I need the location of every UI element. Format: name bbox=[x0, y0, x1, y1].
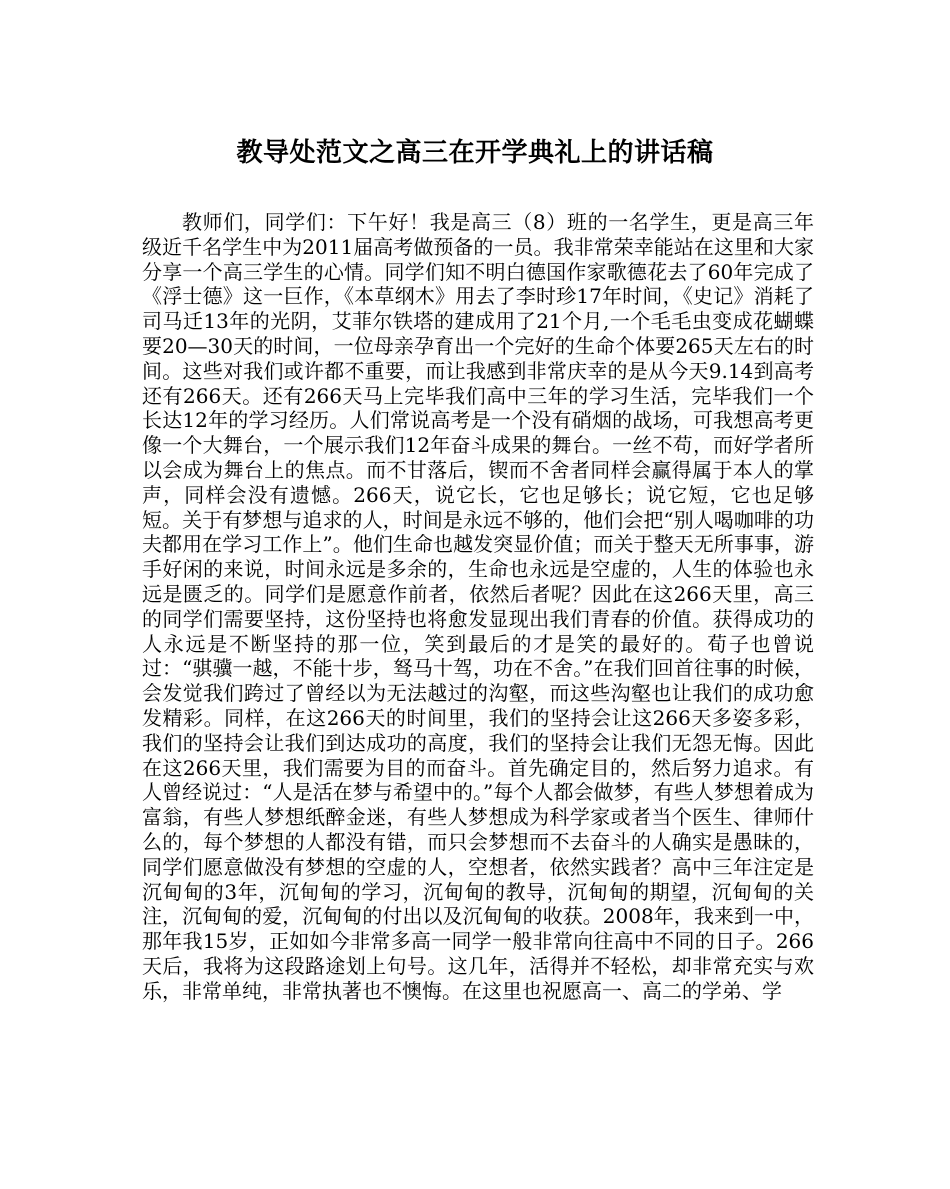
speech-body-paragraph: 教师们，同学们：下午好！我是高三（8）班的一名学生，更是高三年级近千名学生中为2011届高考做预备的一员。我非常荣幸能站在这里和大家分享一个高三学生的心情。同学们知不明白德国作家歌德花去了60年完成了《浮士德》这一巨作，《本草纲木》用去了李时珍17年时间，《史记》消耗了司马迁13年的光阴，艾菲尔铁塔的建成用了21个月,一个毛毛虫变成花蝴蝶要20—30天的时间，一位母亲孕育出一个完好的生命个体要265天左右的时间。这些对我们或许都不重要，而让我感到非常庆幸的是从今天9.14到高考还有266天。还有266天马上完毕我们高中三年的学习生活，完毕我们一个长达12年的学习经历。人们常说高考是一个没有硝烟的战场，可我想高考更像一个大舞台，一个展示我们12年奋斗成果的舞台。一丝不苟，而好学者所以会成为舞台上的焦点。而不甘落后，锲而不舍者同样会赢得属于本人的掌声，同样会没有遗憾。266天，说它长，它也足够长；说它短，它也足够短。关于有梦想与追求的人，时间是永远不够的，他们会把“别人喝咖啡的功夫都用在学习工作上”。他们生命也越发突显价值；而关于整天无所事事，游手好闲的来说，时间永远是多余的，生命也永远是空虚的，人生的体验也永远是匮乏的。同学们是愿意作前者，依然后者呢？因此在这266天里，高三的同学们需要坚持，这份坚持也将愈发显现出我们青春的价值。获得成功的人永远是不断坚持的那一位，笑到最后的才是笑的最好的。荀子也曾说过：“骐骥一越，不能十步，驽马十驾，功在不舍。”在我们回首往事的时候，会发觉我们跨过了曾经以为无法越过的沟壑，而这些沟壑也让我们的成功愈发精彩。同样，在这266天的时间里，我们的坚持会让这266天多姿多彩，我们的坚持会让我们到达成功的高度，我们的坚持会让我们无怨无悔。因此在这266天里，我们需要为目的而奋斗。首先确定目的，然后努力追求。有人曾经说过：“人是活在梦与希望中的。”每个人都会做梦，有些人梦想着成为富翁，有些人梦想纸醉金迷，有些人梦想成为科学家或者当个医生、律师什么的，每个梦想的人都没有错，而只会梦想而不去奋斗的人确实是愚昧的，同学们愿意做没有梦想的空虚的人，空想者，依然实践者？高中三年注定是沉甸甸的3年，沉甸甸的学习，沉甸甸的教导，沉甸甸的期望，沉甸甸的关注，沉甸甸的爱，沉甸甸的付出以及沉甸甸的收获。2008年，我来到一中，那年我15岁，正如如今非常多高一同学一般非常向往高中不同的日子。266天后，我将为这段路途划上句号。这几年，活得并不轻松，却非常充实与欢乐，非常单纯，非常执著也不懊悔。在这里也祝愿高一、高二的学弟、学 bbox=[142, 210, 814, 1003]
document-title: 教导处范文之高三在开学典礼上的讲话稿 bbox=[236, 138, 714, 168]
